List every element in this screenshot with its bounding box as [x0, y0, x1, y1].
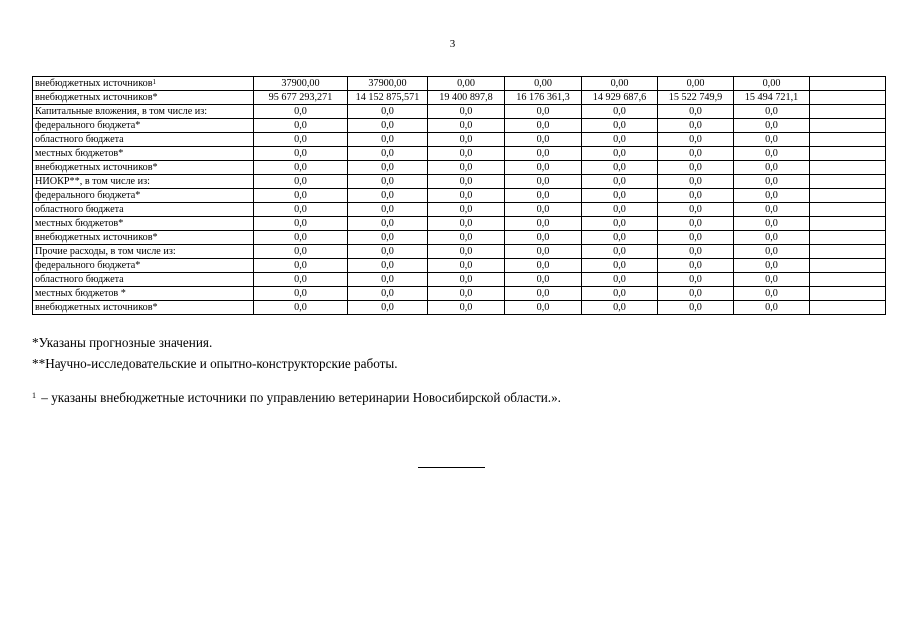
table-cell: 0,0	[505, 189, 582, 203]
table-cell: 19 400 897,8	[428, 91, 505, 105]
table-cell: 15 494 721,1	[734, 91, 810, 105]
table-cell: 0,00	[658, 77, 734, 91]
row-label	[33, 245, 254, 259]
table-cell: 0,0	[582, 259, 658, 273]
table-cell: 16 176 361,3	[505, 91, 582, 105]
table-cell: 0,0	[658, 147, 734, 161]
table-cell: 0,0	[734, 119, 810, 133]
row-label-text: внебюджетных источников*	[35, 161, 158, 173]
table-cell: 0,0	[254, 189, 348, 203]
table-cell: 0,0	[254, 273, 348, 287]
table-cell	[810, 273, 886, 287]
table-cell: 0,0	[734, 203, 810, 217]
table-cell: 0,0	[254, 203, 348, 217]
budget-table-body	[33, 77, 886, 315]
table-row	[33, 259, 886, 273]
row-label-text: областного бюджета	[35, 133, 124, 145]
table-cell: 0,0	[254, 259, 348, 273]
table-row	[33, 119, 886, 133]
table-cell: 0,0	[658, 119, 734, 133]
table-cell: 0,0	[348, 231, 428, 245]
table-cell: 0,0	[505, 175, 582, 189]
table-cell: 95 677 293,271	[254, 91, 348, 105]
end-divider	[418, 467, 485, 468]
table-row	[33, 301, 886, 315]
table-cell	[810, 259, 886, 273]
row-label-text: областного бюджета	[35, 273, 124, 285]
table-cell: 0,0	[428, 175, 505, 189]
table-row	[33, 91, 886, 105]
table-cell: 0,0	[734, 175, 810, 189]
table-row	[33, 77, 886, 91]
table-cell: 0,0	[254, 217, 348, 231]
table-cell: 0,0	[734, 287, 810, 301]
row-label-text: местных бюджетов *	[35, 287, 126, 299]
table-cell: 0,0	[428, 245, 505, 259]
table-cell: 0,0	[428, 259, 505, 273]
table-cell: 0,0	[428, 189, 505, 203]
table-cell	[810, 147, 886, 161]
table-row	[33, 105, 886, 119]
table-cell: 0,0	[582, 273, 658, 287]
table-cell: 0,0	[254, 133, 348, 147]
row-label	[33, 133, 254, 147]
table-cell: 0,0	[505, 217, 582, 231]
row-label-text: внебюджетных источников*	[35, 301, 158, 313]
table-cell: 0,0	[428, 147, 505, 161]
table-cell	[810, 189, 886, 203]
table-cell: 0,0	[428, 119, 505, 133]
table-cell: 15 522 749,9	[658, 91, 734, 105]
table-cell	[810, 217, 886, 231]
table-row	[33, 287, 886, 301]
table-cell: 0,0	[348, 133, 428, 147]
budget-table	[32, 76, 886, 315]
page-number: 3	[449, 38, 456, 50]
row-label	[33, 77, 254, 91]
table-cell: 0,0	[582, 217, 658, 231]
row-label	[33, 161, 254, 175]
table-cell: 0,0	[505, 147, 582, 161]
table-cell: 0,0	[582, 231, 658, 245]
table-cell: 0,0	[348, 287, 428, 301]
table-cell: 0,0	[428, 231, 505, 245]
table-cell	[810, 287, 886, 301]
table-cell: 0,0	[348, 147, 428, 161]
table-cell: 0,0	[348, 105, 428, 119]
table-cell: 0,0	[254, 119, 348, 133]
table-cell: 0,0	[734, 245, 810, 259]
table-cell: 0,0	[348, 161, 428, 175]
table-cell: 0,0	[254, 161, 348, 175]
table-cell: 0,0	[582, 203, 658, 217]
table-cell: 0,0	[428, 301, 505, 315]
table-row	[33, 273, 886, 287]
table-row	[33, 231, 886, 245]
table-cell	[810, 119, 886, 133]
table-cell	[810, 133, 886, 147]
table-cell: 0,0	[734, 189, 810, 203]
footnote	[32, 387, 561, 408]
row-label	[33, 217, 254, 231]
table-cell: 0,0	[348, 245, 428, 259]
row-label-text: местных бюджетов*	[35, 217, 124, 229]
table-cell: 0,0	[505, 203, 582, 217]
table-cell: 0,0	[582, 175, 658, 189]
table-cell: 0,0	[505, 259, 582, 273]
row-label	[33, 231, 254, 245]
table-cell: 0,0	[734, 301, 810, 315]
table-cell: 0,0	[505, 231, 582, 245]
table-cell: 0,0	[428, 105, 505, 119]
table-cell: 0,0	[505, 287, 582, 301]
row-label	[33, 147, 254, 161]
footnote-mark: 1	[32, 391, 36, 400]
table-cell: 0,0	[254, 245, 348, 259]
table-cell: 0,0	[658, 287, 734, 301]
notes	[32, 332, 561, 408]
table-cell: 0,0	[734, 133, 810, 147]
table-row	[33, 189, 886, 203]
table-cell: 0,0	[505, 273, 582, 287]
table-row	[33, 133, 886, 147]
table-cell: 0,0	[254, 105, 348, 119]
table-cell: 0,0	[505, 133, 582, 147]
table-cell	[810, 161, 886, 175]
table-cell: 0,0	[658, 301, 734, 315]
row-label	[33, 91, 254, 105]
table-cell: 0,0	[582, 147, 658, 161]
table-row	[33, 245, 886, 259]
table-cell: 0,0	[254, 301, 348, 315]
table-cell: 0,0	[254, 175, 348, 189]
row-label	[33, 203, 254, 217]
row-label-text: федерального бюджета*	[35, 119, 141, 131]
table-cell: 0,0	[658, 189, 734, 203]
table-row	[33, 175, 886, 189]
table-cell: 0,0	[734, 259, 810, 273]
table-cell: 0,0	[348, 259, 428, 273]
row-label	[33, 273, 254, 287]
table-cell: 0,0	[348, 217, 428, 231]
table-cell: 0,0	[505, 105, 582, 119]
table-row	[33, 147, 886, 161]
row-label	[33, 119, 254, 133]
table-cell: 0,0	[505, 245, 582, 259]
row-label	[33, 175, 254, 189]
table-cell: 0,0	[505, 161, 582, 175]
table-cell: 0,0	[254, 231, 348, 245]
table-cell: 0,0	[658, 105, 734, 119]
row-label	[33, 287, 254, 301]
table-cell: 37900,00	[254, 77, 348, 91]
table-cell: 0,0	[734, 231, 810, 245]
row-label	[33, 189, 254, 203]
table-cell: 14 152 875,571	[348, 91, 428, 105]
table-row	[33, 217, 886, 231]
row-label-text: внебюджетных источников	[35, 77, 153, 89]
row-label-text: Прочие расходы, в том числе из:	[35, 245, 176, 257]
table-cell: 0,0	[582, 301, 658, 315]
table-cell	[810, 203, 886, 217]
table-cell: 0,0	[582, 245, 658, 259]
table-cell: 0,0	[428, 217, 505, 231]
table-cell	[810, 231, 886, 245]
table-cell: 0,0	[582, 105, 658, 119]
table-cell: 0,0	[734, 217, 810, 231]
table-cell: 0,00	[428, 77, 505, 91]
footnote-ref: 1	[152, 77, 157, 86]
table-cell: 0,0	[348, 189, 428, 203]
table-cell: 0,0	[348, 203, 428, 217]
table-cell: 0,0	[428, 161, 505, 175]
table-row	[33, 203, 886, 217]
row-label-text: федерального бюджета*	[35, 259, 141, 271]
row-label-text: Капитальные вложения, в том числе из:	[35, 105, 208, 117]
table-cell: 0,0	[582, 119, 658, 133]
table-cell: 0,0	[505, 119, 582, 133]
table-cell: 0,0	[582, 161, 658, 175]
table-cell	[810, 91, 886, 105]
table-cell: 0,0	[658, 245, 734, 259]
table-cell	[810, 77, 886, 91]
table-cell	[810, 105, 886, 119]
table-row	[33, 161, 886, 175]
table-cell	[810, 301, 886, 315]
table-cell: 0,0	[505, 301, 582, 315]
row-label-text: НИОКР**, в том числе из:	[35, 175, 150, 187]
row-label-text: внебюджетных источников*	[35, 231, 158, 243]
table-cell: 0,0	[734, 105, 810, 119]
table-cell: 0,0	[254, 147, 348, 161]
table-cell	[810, 175, 886, 189]
table-cell: 0,0	[254, 287, 348, 301]
row-label	[33, 259, 254, 273]
row-label	[33, 301, 254, 315]
table-cell: 0,0	[428, 203, 505, 217]
table-cell: 37900,00	[348, 77, 428, 91]
table-cell: 0,0	[582, 287, 658, 301]
table-cell: 0,0	[582, 133, 658, 147]
table-cell: 0,0	[734, 161, 810, 175]
table-cell: 0,0	[582, 189, 658, 203]
footnote-text: – указаны внебюджетные источники по управлению ветеринарии Новосибирской области.».	[38, 390, 561, 405]
table-cell: 0,0	[658, 259, 734, 273]
table-cell: 0,0	[658, 203, 734, 217]
table-cell: 0,0	[658, 161, 734, 175]
table-cell: 0,0	[428, 273, 505, 287]
table-cell: 0,0	[428, 287, 505, 301]
table-cell: 0,0	[658, 273, 734, 287]
row-label-text: внебюджетных источников*	[35, 91, 158, 103]
note-niokr: **Научно-исследовательские и опытно-конструкторские работы.	[32, 356, 398, 371]
note-forecast: *Указаны прогнозные значения.	[32, 335, 213, 350]
table-cell: 14 929 687,6	[582, 91, 658, 105]
table-cell: 0,0	[428, 133, 505, 147]
table-cell: 0,0	[348, 273, 428, 287]
table-cell: 0,0	[658, 217, 734, 231]
table-cell: 0,0	[348, 175, 428, 189]
row-label-text: областного бюджета	[35, 203, 124, 215]
table-cell: 0,0	[348, 119, 428, 133]
table-cell: 0,0	[658, 231, 734, 245]
table-cell: 0,0	[734, 147, 810, 161]
row-label-text: федерального бюджета*	[35, 189, 141, 201]
table-cell: 0,0	[348, 301, 428, 315]
table-cell	[810, 245, 886, 259]
table-cell: 0,00	[582, 77, 658, 91]
row-label-text: местных бюджетов*	[35, 147, 124, 159]
table-cell: 0,0	[658, 133, 734, 147]
table-cell: 0,00	[734, 77, 810, 91]
table-cell: 0,0	[658, 175, 734, 189]
table-cell: 0,00	[505, 77, 582, 91]
table-cell: 0,0	[734, 273, 810, 287]
row-label	[33, 105, 254, 119]
